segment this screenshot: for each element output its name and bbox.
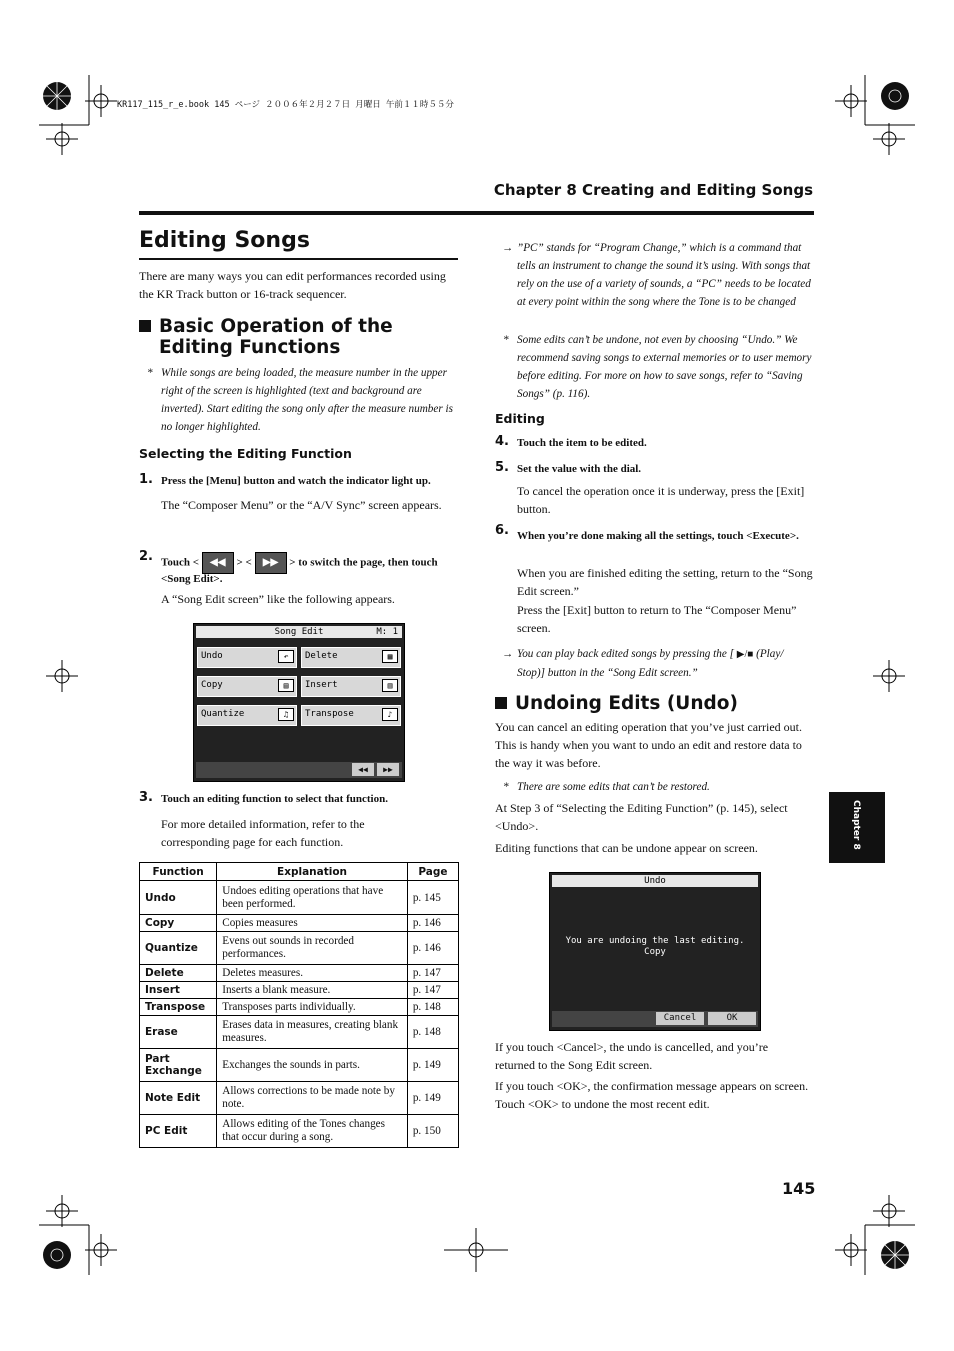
step-1: Press the [Menu] button and watch the indicator light up. bbox=[161, 475, 431, 487]
file-header: KR117_115_r_e.book 145 ページ ２００６年２月２７日 月曜日 午前１１時５５分 bbox=[117, 100, 454, 110]
copy-lcd-button[interactable]: Copy ▤ bbox=[197, 676, 297, 697]
undo-save-note: Some edits can’t be undone, not even by choosing “Undo.” We recommend saving songs to external memories or to user memory before editing. For more on how to save songs, refer to “Saving Songs” (p. 116). bbox=[517, 334, 812, 400]
table-header-row: Function Explanation Page bbox=[140, 863, 459, 881]
page-number: 145 bbox=[782, 1179, 816, 1198]
transpose-icon: ♪ bbox=[382, 708, 398, 721]
ref-arrow-icon: → bbox=[502, 648, 514, 660]
step-6-desc-2: Press the [Exit] button to return to The “Composer Menu” screen. bbox=[517, 603, 797, 635]
selecting-subheading: Selecting the Editing Function bbox=[139, 446, 352, 461]
section-undo-heading: Undoing Edits (Undo) bbox=[495, 693, 815, 714]
chapter-side-tab bbox=[829, 792, 885, 863]
next-page-icon[interactable]: ▶▶ bbox=[377, 763, 399, 776]
table-row: Copy Copies measures p. 146 bbox=[140, 915, 459, 932]
function-table bbox=[139, 862, 459, 1148]
undo-footer bbox=[552, 1011, 758, 1027]
ok-explanation: If you touch <OK>, the confirmation message appears on screen. Touch <OK> to undone the most recent edit. bbox=[495, 1079, 809, 1111]
ref-arrow-icon: → bbox=[502, 242, 514, 254]
step-2: Touch < ◀◀ > < ▶▶ > to switch the page, then touch bbox=[161, 552, 438, 574]
square-bullet-icon bbox=[139, 320, 151, 332]
play-stop-icon: ▶/■ bbox=[736, 649, 754, 660]
title-rule bbox=[139, 258, 458, 260]
table-row: Delete Deletes measures. p. 147 bbox=[140, 965, 459, 982]
page-title: Editing Songs bbox=[139, 228, 310, 253]
step-1-desc: The “Composer Menu” or the “A/V Sync” screen appears. bbox=[161, 498, 442, 512]
pc-note: ”PC” stands for “Program Change,” which is a command that tells an instrument to change the sound it’s using. With songs that rely on the use of a variety of sounds, a “PC” needs to be located at every point within the song where the Tone is to be changed bbox=[517, 242, 811, 308]
table-row: PC Edit Allows editing of the Tones changes that occur during a song. p. 150 bbox=[140, 1115, 459, 1148]
ok-lcd-button[interactable]: OK bbox=[708, 1012, 756, 1025]
step-3-desc: For more detailed information, refer to the corresponding page for each function. bbox=[161, 817, 365, 849]
undo-arrow-icon: ↶ bbox=[278, 650, 294, 663]
transpose-lcd-button[interactable]: Transpose ♪ bbox=[301, 705, 401, 726]
step-3: Touch an editing function to select that function. bbox=[161, 793, 388, 805]
song-edit-screen bbox=[193, 623, 405, 782]
copy-icon: ▤ bbox=[278, 679, 294, 692]
loading-note: While songs are being loaded, the measure number in the upper right of the screen is highlighted (text and background are inverted). Start editing the song only after the measure number is no longer highlighted. bbox=[161, 367, 453, 433]
header-rule bbox=[139, 211, 814, 215]
table-row: Undo Undoes editing operations that have been performed. p. 145 bbox=[140, 881, 459, 915]
undo-lcd-button[interactable]: Undo ↶ bbox=[197, 647, 297, 668]
insert-lcd-button[interactable]: Insert ▥ bbox=[301, 676, 401, 697]
play-note: You can play back edited songs by pressing the [ ▶/■ (Play/ Stop)] button in the “Song Edit screen.” bbox=[517, 648, 784, 679]
cancel-lcd-button[interactable]: Cancel bbox=[656, 1012, 704, 1025]
table-row: Quantize Evens out sounds in recorded performances. p. 146 bbox=[140, 932, 459, 965]
step-6: When you’re done making all the settings, touch <Execute>. bbox=[517, 530, 799, 542]
table-row: Part Exchange Exchanges the sounds in parts. p. 149 bbox=[140, 1049, 459, 1082]
undo-intro: You can cancel an editing operation that you’ve just carried out. This is handy when you want to undo an edit and restore data to the way it was before. bbox=[495, 720, 803, 770]
step-5-desc: To cancel the operation once it is underway, press the [Exit] button. bbox=[517, 484, 805, 516]
prev-page-icon[interactable]: ◀◀ bbox=[352, 763, 374, 776]
chapter-header: Chapter 8 Creating and Editing Songs bbox=[493, 181, 813, 199]
undo-screen bbox=[549, 872, 761, 1031]
quantize-lcd-button[interactable]: Quantize ♫ bbox=[197, 705, 297, 726]
intro-paragraph: There are many ways you can edit performances recorded using the KR Track button or 16-track sequencer. bbox=[139, 269, 446, 301]
quantize-icon: ♫ bbox=[278, 708, 294, 721]
step-5: Set the value with the dial. bbox=[517, 463, 642, 475]
page-back-button-icon: ◀◀ bbox=[202, 552, 234, 574]
step-4: Touch the item to be edited. bbox=[517, 437, 647, 449]
undo-title-bar: Undo bbox=[552, 875, 758, 887]
section-basic-operation-heading: Basic Operation of the Editing Functions bbox=[139, 316, 459, 358]
delete-icon: ▦ bbox=[382, 650, 398, 663]
side-tab-label: Chapter 8 bbox=[851, 800, 861, 850]
table-row: Note Edit Allows corrections to be made note by note. p. 149 bbox=[140, 1082, 459, 1115]
editing-heading: Editing bbox=[495, 411, 545, 426]
undo-appear-text: Editing functions that can be undone appear on screen. bbox=[495, 841, 758, 855]
song-edit-footer bbox=[196, 762, 402, 778]
insert-icon: ▥ bbox=[382, 679, 398, 692]
square-bullet-icon bbox=[495, 697, 507, 709]
table-row: Insert Inserts a blank measure. p. 147 bbox=[140, 982, 459, 999]
undo-message: You are undoing the last editing. Copy bbox=[565, 936, 745, 957]
step-2-desc: A “Song Edit screen” like the following appears. bbox=[161, 592, 395, 606]
undo-restore-note: There are some edits that can’t be restored. bbox=[517, 781, 710, 793]
step-6-desc-1: When you are finished editing the setting, return to the “Song Edit screen.” bbox=[517, 566, 813, 598]
delete-lcd-button[interactable]: Delete ▦ bbox=[301, 647, 401, 668]
undo-step-ref: At Step 3 of “Selecting the Editing Function” (p. 145), select <Undo>. bbox=[495, 801, 788, 833]
table-row: Transpose Transposes parts individually. p. 148 bbox=[140, 999, 459, 1016]
table-row: Erase Erases data in measures, creating blank measures. p. 148 bbox=[140, 1016, 459, 1049]
cancel-explanation: If you touch <Cancel>, the undo is cancelled, and you’re returned to the Song Edit screen. bbox=[495, 1040, 769, 1072]
page-forward-button-icon: ▶▶ bbox=[255, 552, 287, 574]
song-edit-title-bar: Song Edit M: 1 bbox=[196, 626, 402, 638]
